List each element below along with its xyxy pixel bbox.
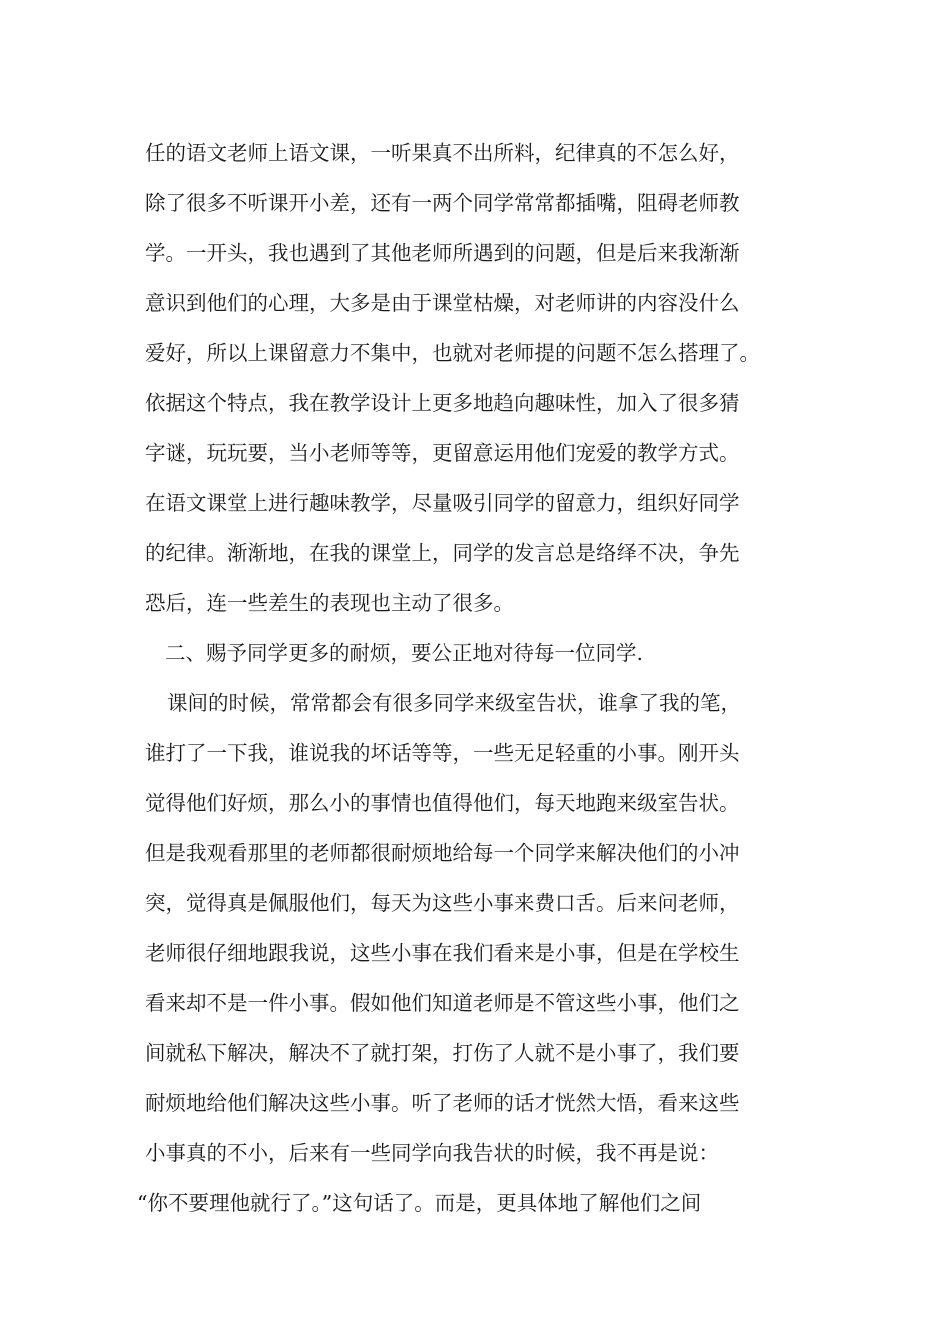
text-line: 但是我观看那里的老师都很耐烦地给每一个同学来解决他们的小冲: [145, 841, 740, 865]
text-line: 谁打了一下我，谁说我的坏话等等，一些无足轻重的小事。刚开头: [145, 741, 740, 765]
section-heading: 二、赐予同学更多的耐烦，要公正地对待每一位同学.: [165, 641, 644, 665]
text-line: “你不要理他就行了。”这句话了。而是，更具体地了解他们之间: [137, 1191, 702, 1215]
document-body: [137, 128, 825, 1228]
text-line: 意识到他们的心理，大多是由于课堂枯燥，对老师讲的内容没什么: [145, 291, 740, 315]
text-line: 耐烦地给他们解决这些小事。听了老师的话才恍然大悟，看来这些: [145, 1091, 740, 1115]
text-line: 除了很多不听课开小差，还有一两个同学常常都插嘴，阻碍老师教: [145, 191, 740, 215]
text-line: 字谜，玩玩要，当小老师等等，更留意运用他们宠爱的教学方式。: [145, 441, 740, 465]
text-line: 的纪律。渐渐地，在我的课堂上，同学的发言总是络绎不决，争先: [145, 541, 740, 565]
text-line: 恐后，连一些差生的表现也主动了很多。: [145, 591, 514, 615]
text-line: 看来却不是一件小事。假如他们知道老师是不管这些小事，他们之: [145, 991, 740, 1015]
paragraph-first-line: 课间的时候，常常都会有很多同学来级室告状，谁拿了我的笔，: [167, 691, 741, 715]
text-line: 在语文课堂上进行趣味教学，尽量吸引同学的留意力，组织好同学: [145, 491, 740, 515]
text-line: 依据这个特点，我在教学设计上更多地趋向趣味性，加入了很多猜: [145, 391, 740, 415]
text-line: 间就私下解决，解决不了就打架，打伤了人就不是小事了，我们要: [145, 1041, 740, 1065]
text-line: 突，觉得真是佩服他们，每天为这些小事来费口舌。后来问老师，: [145, 891, 740, 915]
text-line: 任的语文老师上语文课，一听果真不出所料，纪律真的不怎么好，: [145, 141, 740, 165]
text-line: 学。一开头，我也遇到了其他老师所遇到的问题，但是后来我渐渐: [145, 241, 740, 265]
text-line: 老师很仔细地跟我说，这些小事在我们看来是小事，但是在学校生: [145, 941, 740, 965]
text-line: 觉得他们好烦，那么小的事情也值得他们，每天地跑来级室告状。: [145, 791, 740, 815]
text-line: 小事真的不小，后来有一些同学向我告状的时候，我不再是说：: [145, 1141, 719, 1165]
text-line: 爱好，所以上课留意力不集中，也就对老师提的问题不怎么搭理了。: [145, 341, 760, 365]
